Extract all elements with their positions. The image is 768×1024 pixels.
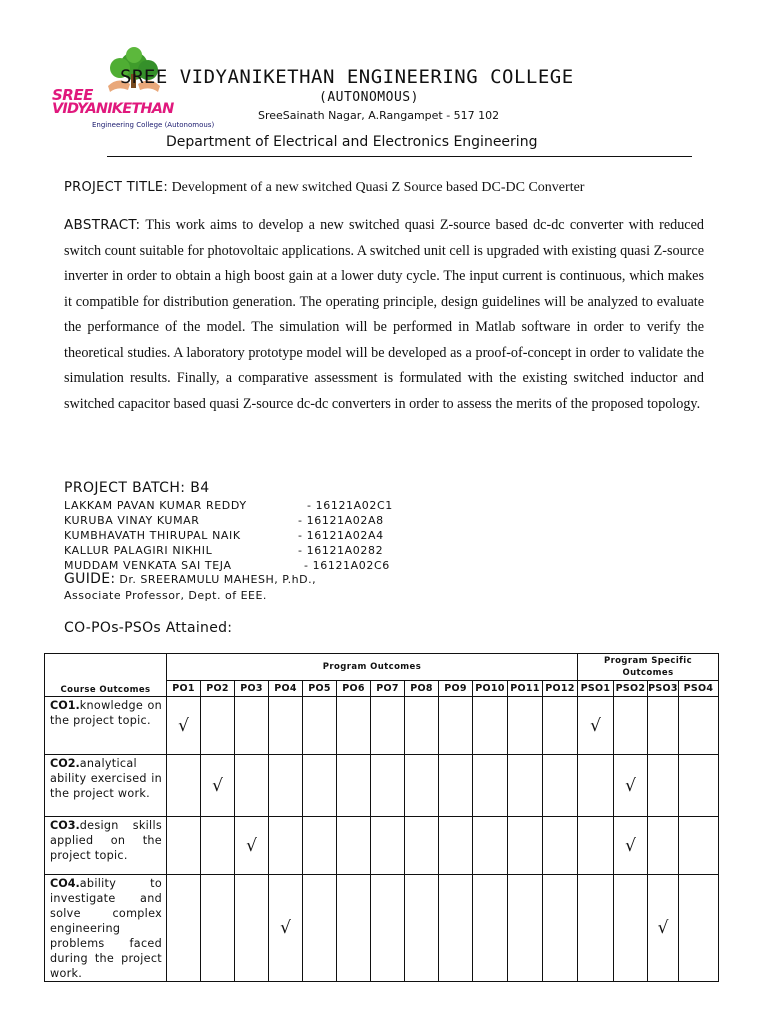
- column-header-pso2: PSO2: [614, 681, 648, 697]
- empty-cell: [371, 875, 405, 982]
- guide-block: [64, 571, 316, 604]
- abstract-paragraph: [64, 213, 704, 417]
- abstract-text: This work aims to develop a new switched quasi Z-source based dc-dc converter with reduced switch count suitable for photovoltaic applications. A switched unit cell is upgraded with existing quasi Z-source inverter in order to obtain a high boost gain at a lower duty cycle. The input current is continuous, which makes it compatible for distribution generation. The operating principle, design guidelines will be analyzed to evaluate the performance of the model. The simulation will be performed in Matlab software in order to verify the theoretical studies. A laboratory prototype model will be developed as a proof-of-concept in order to validate the simulation results. Finally, a comparative assessment is formulated with the existing switched inductor and switched capacitor based quasi Z-source dc-dc converters in order to assess the merits of the proposed topology.: [64, 217, 704, 412]
- empty-cell: [235, 755, 269, 817]
- guide-designation: Associate Professor, Dept. of EEE.: [64, 589, 267, 602]
- empty-cell: [167, 755, 201, 817]
- empty-cell: [269, 817, 303, 875]
- check-mark-po2: √: [201, 755, 235, 817]
- batch-member: [64, 544, 384, 557]
- empty-cell: [473, 817, 508, 875]
- college-name: SREE VIDYANIKETHAN ENGINEERING COLLEGE: [120, 66, 574, 88]
- member-name: LAKKAM PAVAN KUMAR REDDY: [64, 499, 247, 512]
- empty-cell: [303, 875, 337, 982]
- empty-cell: [508, 755, 543, 817]
- logo-text-sree: SREE: [52, 86, 93, 104]
- column-header-pso4: PSO4: [679, 681, 719, 697]
- course-outcome-cell: [45, 697, 167, 755]
- column-header-po10: PO10: [473, 681, 508, 697]
- empty-cell: [405, 755, 439, 817]
- logo-text-vidyanikethan: VIDYANIKETHAN: [52, 101, 174, 117]
- empty-cell: [578, 817, 614, 875]
- course-outcomes-header: Course Outcomes: [45, 654, 167, 697]
- column-header-po6: PO6: [337, 681, 371, 697]
- empty-cell: [371, 697, 405, 755]
- project-title-line: [64, 180, 584, 196]
- empty-cell: [543, 875, 578, 982]
- college-logo: [38, 46, 228, 138]
- column-header-po9: PO9: [439, 681, 473, 697]
- member-name: MUDDAM VENKATA SAI TEJA: [64, 559, 232, 572]
- check-mark-po4: √: [269, 875, 303, 982]
- empty-cell: [439, 697, 473, 755]
- empty-cell: [473, 875, 508, 982]
- member-name: KUMBHAVATH THIRUPAL NAIK: [64, 529, 241, 542]
- member-roll: - 16121A0282: [298, 544, 384, 557]
- empty-cell: [473, 755, 508, 817]
- empty-cell: [543, 755, 578, 817]
- empty-cell: [235, 875, 269, 982]
- empty-cell: [508, 817, 543, 875]
- empty-cell: [648, 697, 679, 755]
- empty-cell: [508, 875, 543, 982]
- empty-cell: [648, 755, 679, 817]
- table-row: [45, 817, 719, 875]
- column-header-po8: PO8: [405, 681, 439, 697]
- empty-cell: [543, 697, 578, 755]
- empty-cell: [337, 817, 371, 875]
- empty-cell: [201, 697, 235, 755]
- abstract-label: ABSTRACT:: [64, 217, 141, 233]
- empty-cell: [405, 697, 439, 755]
- guide-label: GUIDE:: [64, 571, 116, 587]
- program-outcomes-header: Program Outcomes: [167, 654, 578, 681]
- column-header-po5: PO5: [303, 681, 337, 697]
- course-outcome-code: CO4.: [50, 877, 80, 890]
- table-row: [45, 697, 719, 755]
- empty-cell: [679, 875, 719, 982]
- college-address: SreeSainath Nagar, A.Rangampet - 517 102: [258, 109, 500, 122]
- column-header-po4: PO4: [269, 681, 303, 697]
- course-outcome-cell: [45, 817, 167, 875]
- column-header-po12: PO12: [543, 681, 578, 697]
- member-roll: - 16121A02C1: [307, 499, 393, 512]
- empty-cell: [473, 697, 508, 755]
- autonomous-label: (AUTONOMOUS): [319, 90, 419, 105]
- pso-header: Program Specific Outcomes: [578, 654, 719, 681]
- empty-cell: [679, 755, 719, 817]
- empty-cell: [201, 817, 235, 875]
- empty-cell: [439, 817, 473, 875]
- empty-cell: [167, 875, 201, 982]
- course-outcome-code: CO2.: [50, 757, 80, 770]
- course-outcome-code: CO3.: [50, 819, 80, 832]
- empty-cell: [614, 697, 648, 755]
- check-mark-pso1: √: [578, 697, 614, 755]
- empty-cell: [405, 875, 439, 982]
- empty-cell: [303, 817, 337, 875]
- guide-name: Dr. SREERAMULU MAHESH, P.hD.,: [119, 573, 317, 586]
- table-row: [45, 875, 719, 982]
- empty-cell: [337, 875, 371, 982]
- empty-cell: [371, 755, 405, 817]
- empty-cell: [508, 697, 543, 755]
- logo-text-subtitle: Engineering College (Autonomous): [92, 121, 215, 129]
- empty-cell: [167, 817, 201, 875]
- empty-cell: [648, 817, 679, 875]
- table-row: [45, 755, 719, 817]
- department-name: Department of Electrical and Electronics Engineering: [166, 134, 538, 150]
- empty-cell: [439, 755, 473, 817]
- empty-cell: [679, 817, 719, 875]
- empty-cell: [235, 697, 269, 755]
- column-header-po2: PO2: [201, 681, 235, 697]
- column-header-po1: PO1: [167, 681, 201, 697]
- member-roll: - 16121A02C6: [304, 559, 390, 572]
- empty-cell: [543, 817, 578, 875]
- batch-member: [64, 514, 384, 527]
- co-po-pso-table: [44, 653, 719, 982]
- empty-cell: [303, 697, 337, 755]
- course-outcome-text: knowledge on the project topic.: [50, 699, 162, 727]
- member-name: KURUBA VINAY KUMAR: [64, 514, 200, 527]
- empty-cell: [405, 817, 439, 875]
- course-outcome-text: design skills applied on the project topic.: [50, 819, 162, 862]
- column-header-po11: PO11: [508, 681, 543, 697]
- project-batch-heading: PROJECT BATCH: B4: [64, 480, 210, 496]
- empty-cell: [578, 755, 614, 817]
- empty-cell: [578, 875, 614, 982]
- check-mark-pso2: √: [614, 817, 648, 875]
- check-mark-pso3: √: [648, 875, 679, 982]
- empty-cell: [439, 875, 473, 982]
- check-mark-pso2: √: [614, 755, 648, 817]
- batch-member: [64, 529, 384, 542]
- empty-cell: [337, 697, 371, 755]
- course-outcome-text: analytical ability exercised in the project work.: [50, 757, 162, 800]
- project-title: Development of a new switched Quasi Z Source based DC-DC Converter: [171, 180, 585, 195]
- co-po-pso-heading: CO-POs-PSOs Attained:: [64, 620, 233, 636]
- check-mark-po3: √: [235, 817, 269, 875]
- batch-member: [64, 499, 393, 512]
- member-roll: - 16121A02A4: [298, 529, 384, 542]
- empty-cell: [269, 755, 303, 817]
- header-divider: [107, 156, 692, 157]
- member-name: KALLUR PALAGIRI NIKHIL: [64, 544, 213, 557]
- empty-cell: [614, 875, 648, 982]
- project-title-label: PROJECT TITLE:: [64, 180, 169, 195]
- empty-cell: [303, 755, 337, 817]
- course-outcome-text: ability to investigate and solve complex engineering problems faced during the project work.: [50, 877, 162, 980]
- empty-cell: [679, 697, 719, 755]
- check-mark-po1: √: [167, 697, 201, 755]
- empty-cell: [269, 697, 303, 755]
- member-roll: - 16121A02A8: [298, 514, 384, 527]
- empty-cell: [337, 755, 371, 817]
- course-outcome-cell: [45, 875, 167, 982]
- column-header-po3: PO3: [235, 681, 269, 697]
- column-header-pso1: PSO1: [578, 681, 614, 697]
- course-outcome-code: CO1.: [50, 699, 80, 712]
- course-outcome-cell: [45, 755, 167, 817]
- column-header-pso3: PSO3: [648, 681, 679, 697]
- column-header-po7: PO7: [371, 681, 405, 697]
- empty-cell: [371, 817, 405, 875]
- empty-cell: [201, 875, 235, 982]
